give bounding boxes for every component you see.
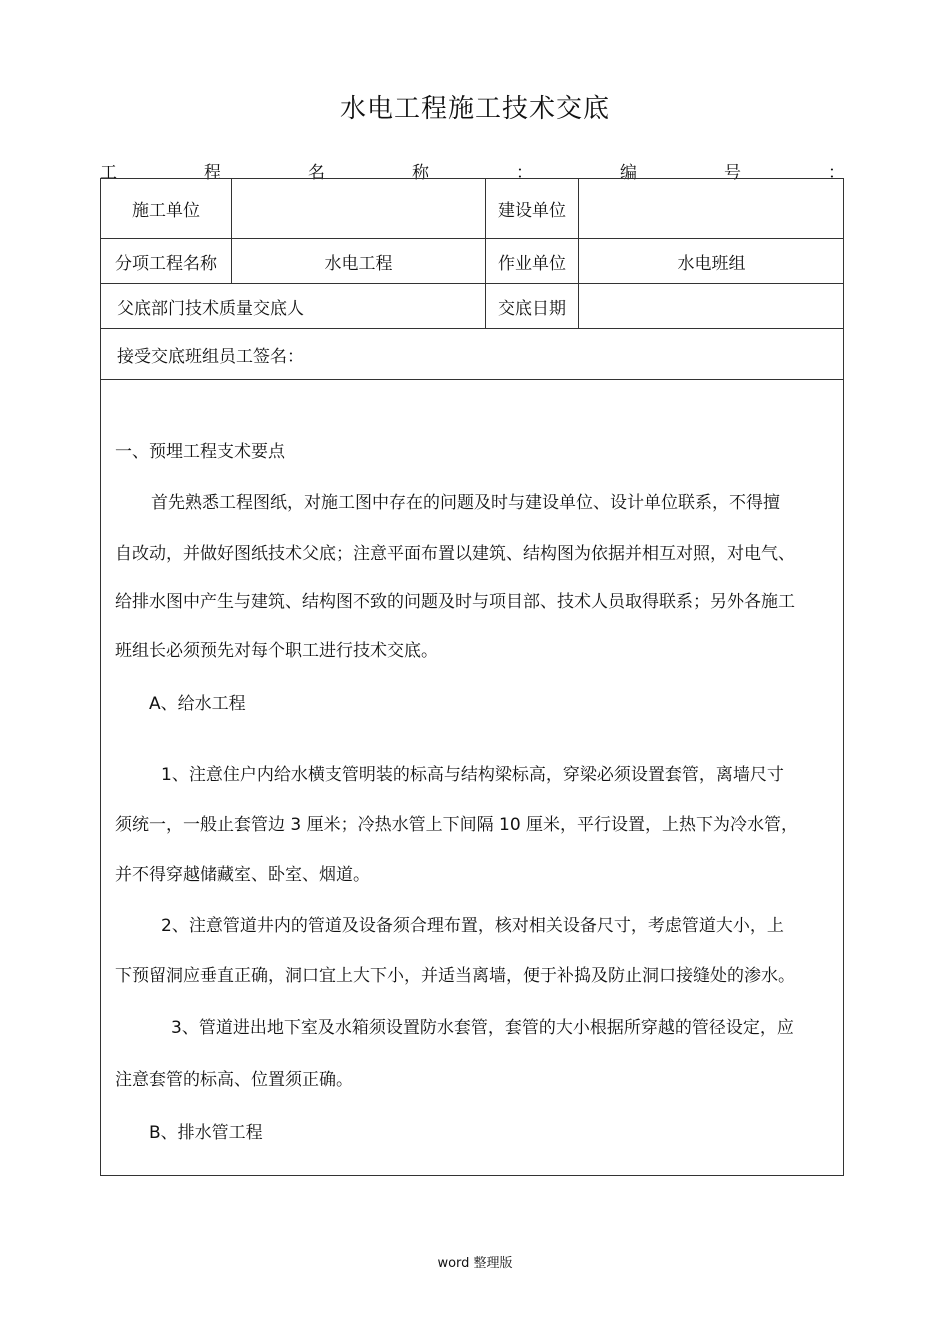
header-char: ：: [516, 163, 533, 183]
label-disclosure-date: 交底日期: [498, 298, 566, 319]
intro-line: 给排水图中产生与建筑、结构图不致的问题及时与项目部、技术人员取得联系；另外各施工: [115, 592, 795, 612]
item-line: 下预留洞应垂直正确，洞口宜上大下小，并适当离墙，便于补捣及防止洞口接缝处的渗水。: [115, 966, 795, 986]
value-work-unit[interactable]: 水电班组: [677, 253, 746, 274]
header-char: 程: [204, 163, 221, 183]
intro-line: 首先熟悉工程图纸，对施工图中存在的问题及时与建设单位、设计单位联系，不得擅: [151, 493, 780, 513]
value-owner-unit[interactable]: [579, 179, 844, 238]
document-title: 水电工程施工技术交底: [339, 94, 610, 124]
footer-note: word 整理版: [437, 1256, 513, 1271]
row-divider: [101, 379, 843, 380]
header-char: ：: [828, 163, 845, 183]
intro-line: 自改动，并做好图纸技术父底；注意平面布置以建筑、结构图为依据并相互对照，对电气、: [115, 544, 795, 564]
label-owner-unit: 建设单位: [498, 201, 566, 221]
value-subproject-name[interactable]: 水电工程: [324, 253, 393, 274]
header-char: 工: [100, 163, 117, 183]
label-construction-unit: 施工单位: [132, 201, 200, 221]
item-line: 2、注意管道井内的管道及设备须合理布置，核对相关设备尺寸，考虑管道大小，上: [161, 916, 784, 936]
header-char: 号: [724, 163, 741, 183]
item-line: 须统一，一般止套管边 3 厘米；冷热水管上下间隔 10 厘米，平行设置，上热下为冷水管，: [115, 815, 799, 835]
label-subproject-name: 分项工程名称: [115, 253, 217, 274]
header-char: 名: [308, 163, 325, 183]
subheading-water-supply: A、给水工程: [149, 694, 246, 714]
label-crew-signatures: 接受交底班组员工签名：: [117, 346, 304, 367]
disclosure-table: [100, 178, 844, 1176]
value-disclosure-date[interactable]: [579, 284, 844, 328]
label-disclosure-person: 父底部门技术质量交底人: [117, 298, 304, 319]
value-construction-unit[interactable]: [232, 179, 485, 238]
header-char: 称: [412, 163, 429, 183]
item-line: 1、注意住户内给水横支管明装的标高与结构梁标高，穿梁必须设置套管，离墙尺寸: [161, 765, 784, 785]
label-work-unit: 作业单位: [498, 253, 566, 274]
intro-line: 班组长必须预先对每个职工进行技术交底。: [115, 641, 438, 661]
item-line: 并不得穿越储藏室、卧室、烟道。: [115, 865, 370, 885]
header-char: 编: [620, 163, 637, 183]
item-line: 3、管道进出地下室及水箱须设置防水套管，套管的大小根据所穿越的管径设定，应: [171, 1018, 794, 1038]
header-project-line: [100, 158, 845, 183]
item-line: 注意套管的标高、位置须正确。: [115, 1070, 353, 1090]
subheading-drainage: B、排水管工程: [149, 1123, 263, 1143]
section-heading-embedded-works: 一、预埋工程支术要点: [115, 442, 285, 462]
